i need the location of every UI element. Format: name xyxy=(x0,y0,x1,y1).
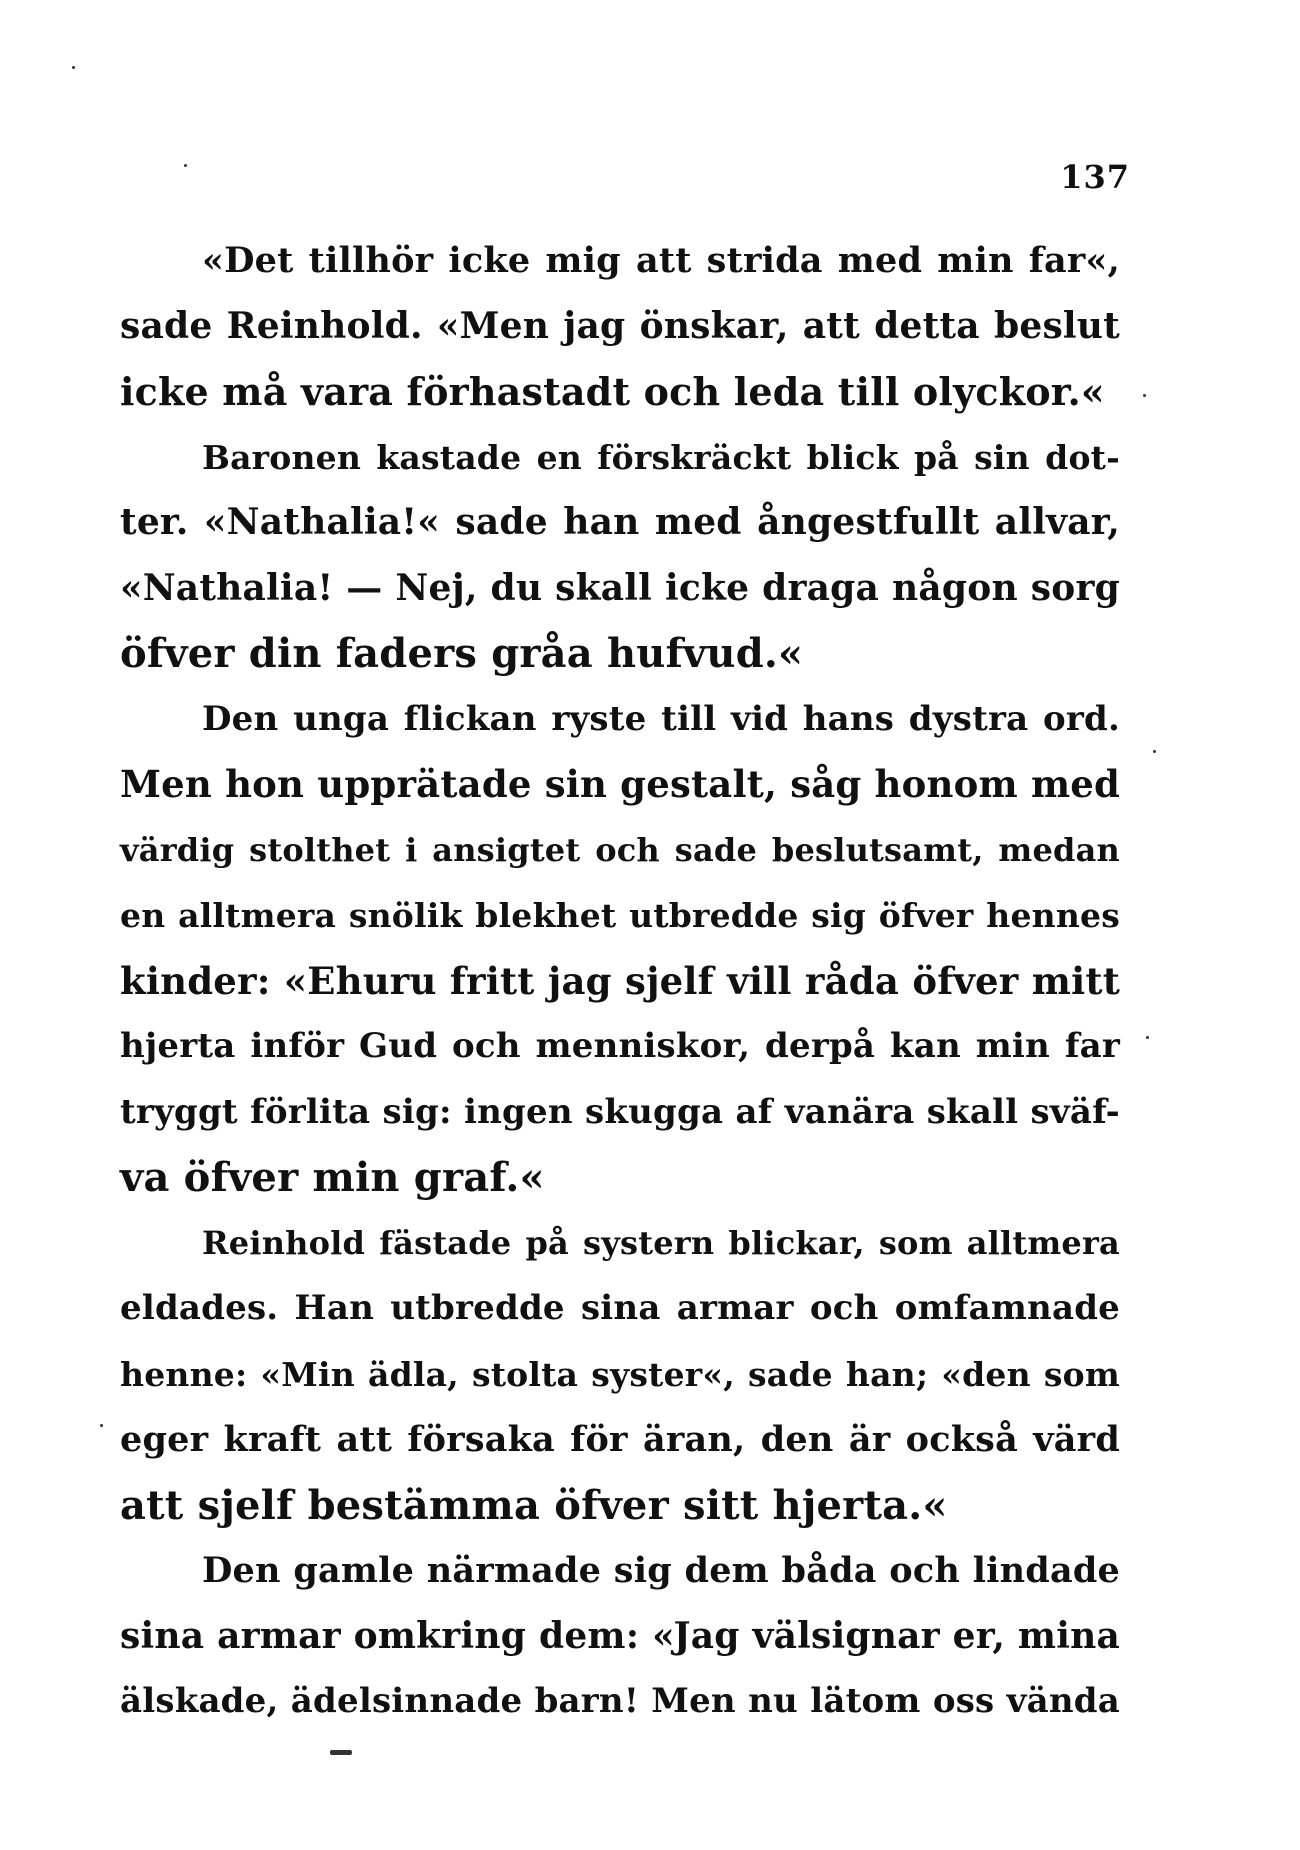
scan-speck xyxy=(1146,1036,1149,1039)
body-text xyxy=(120,228,1120,1735)
text-line: va öfver min graf.« xyxy=(120,1154,545,1201)
text-line: «Nathalia! — Nej, du skall icke draga någon sorg xyxy=(120,566,1120,609)
text-line: «Det tillhör icke mig att strida med min far«, xyxy=(202,240,1120,281)
text-line: Den gamle närmade sig dem båda och lindade xyxy=(202,1550,1120,1591)
scan-speck xyxy=(1153,750,1156,753)
text-line: sina armar omkring dem: «Jag välsignar er, mina xyxy=(120,1614,1120,1657)
text-line: Baronen kastade en förskräckt blick på sin dot- xyxy=(202,437,1120,477)
text-line: eldades. Han utbredde sina armar och omfamnade xyxy=(120,1288,1120,1328)
text-line: Den unga flickan ryste till vid hans dystra ord. xyxy=(202,698,1120,739)
scan-speck xyxy=(330,1750,352,1755)
text-line: tryggt förlita sig: ingen skugga af vanära skall sväf- xyxy=(120,1091,1120,1132)
page-number: 137 xyxy=(1060,158,1130,196)
text-line: kinder: «Ehuru fritt jag sjelf vill råda öfver mitt xyxy=(120,958,1120,1003)
scan-speck xyxy=(184,164,187,167)
text-line: en alltmera snölik blekhet utbredde sig öfver hennes xyxy=(120,896,1120,935)
text-line: älskade, ädelsinnade barn! Men nu lätom oss vända xyxy=(120,1681,1120,1721)
text-line: Reinhold fästade på systern blickar, som alltmera xyxy=(202,1223,1120,1262)
scan-speck xyxy=(1143,394,1146,397)
text-line: värdig stolthet i ansigtet och sade beslutsamt, medan xyxy=(120,830,1120,869)
text-line: icke må vara förhastadt och leda till olyckor.« xyxy=(120,369,1105,414)
text-line: eger kraft att försaka för äran, den är också värd xyxy=(120,1419,1120,1460)
scan-speck xyxy=(100,1424,103,1427)
scan-speck xyxy=(72,66,75,69)
text-line: Men hon upprätade sin gestalt, såg honom med xyxy=(120,762,1121,806)
text-line: att sjelf bestämma öfver sitt hjerta.« xyxy=(120,1481,948,1529)
text-line: öfver din faders gråa hufvud.« xyxy=(120,630,804,677)
text-line: henne: «Min ädla, stolta syster«, sade han; «den som xyxy=(120,1354,1120,1394)
text-line: hjerta inför Gud och menniskor, derpå kan min far xyxy=(120,1026,1120,1066)
text-line: ter. «Nathalia!« sade han med ångestfullt allvar, xyxy=(120,501,1120,543)
text-line: sade Reinhold. «Men jag önskar, att detta beslut xyxy=(120,304,1120,347)
